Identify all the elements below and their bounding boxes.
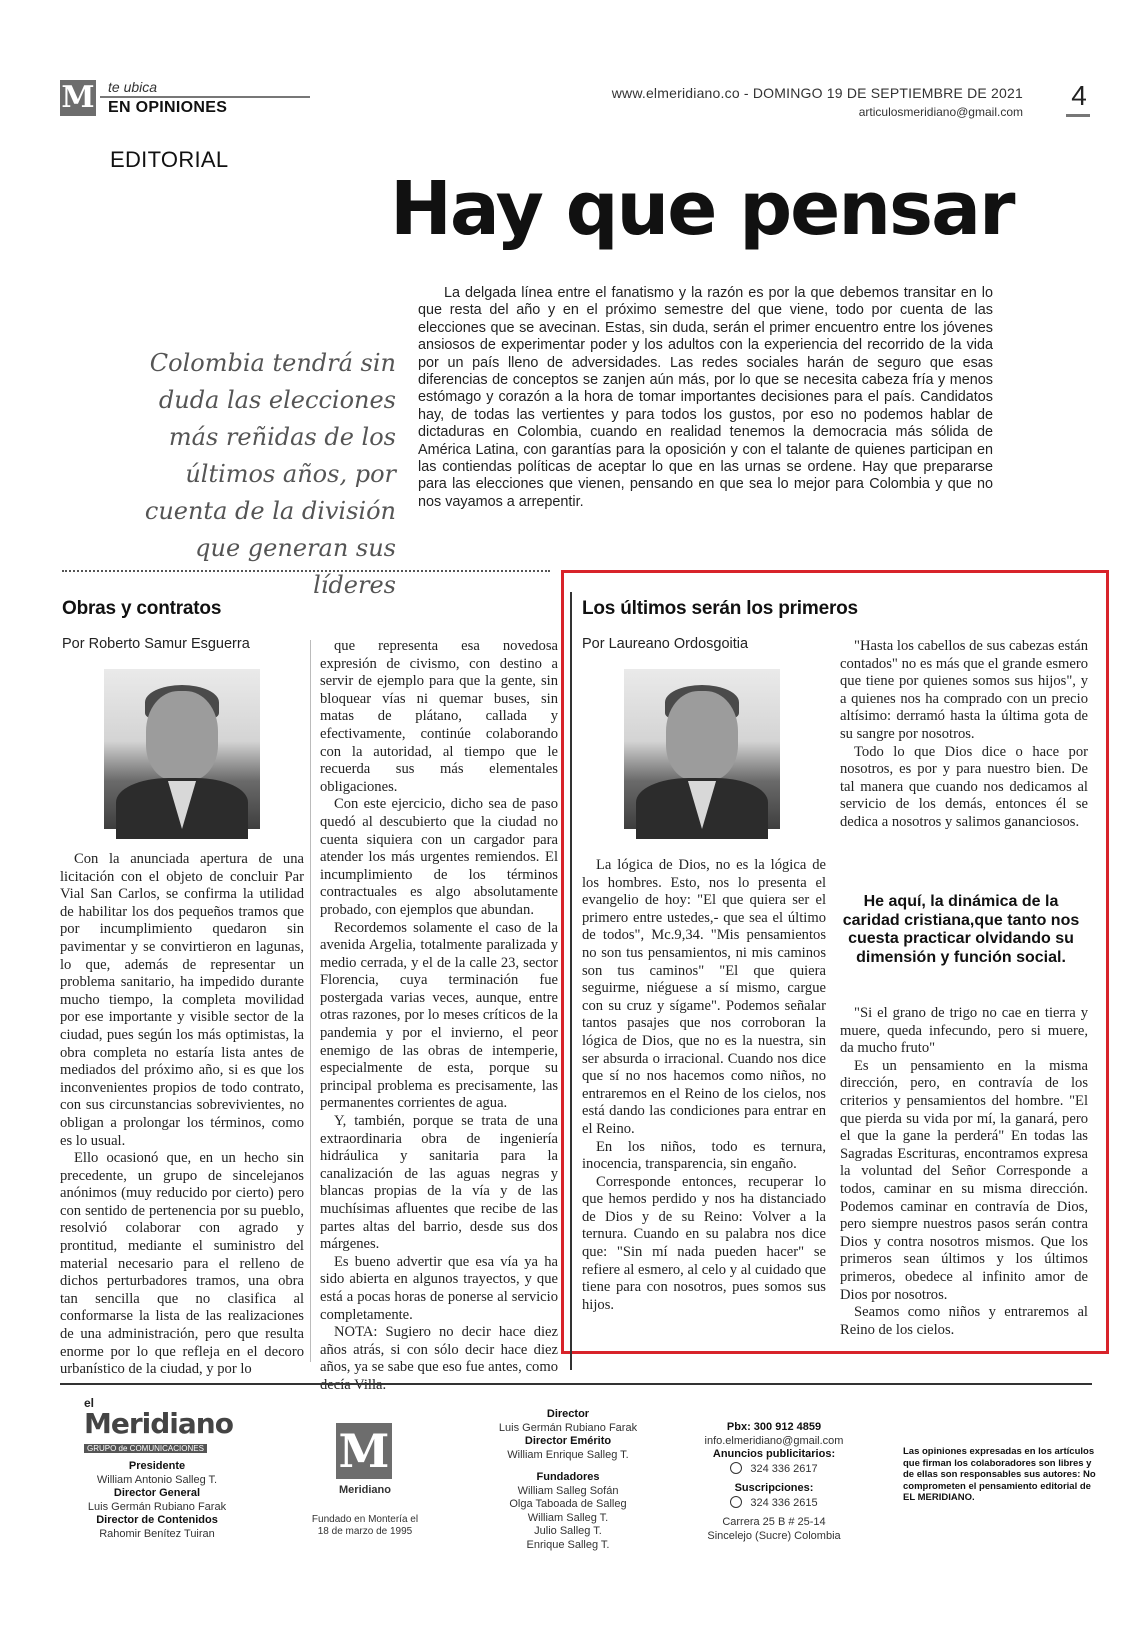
author-photo-ordosgoitia bbox=[624, 669, 780, 829]
paragraph: Es un pensamiento en la misma dirección, pero, en contravía de los criterios y pensamientos del hombre. "El que pierda su vida por mí, la ganará, pero el que la gane la perderá" En todas las Sagradas Escrituras, encontramos expresa la voluntad del Señor Corresponde a todos, caminar en su misma dirección. Podemos caminar en contravía de Dios, pero siempre nuestros pasos serán contra Dios y contra nosotros mismos. Que los primeros sean últimos y los últimos primeros, obedece al infinito amor de Dios por nosotros. bbox=[840, 1057, 1088, 1303]
anuncios-phone: 324 336 2617 bbox=[750, 1462, 818, 1475]
article-title-ultimos: Los últimos serán los primeros bbox=[582, 598, 858, 619]
article-text-ultimos-col2-top bbox=[840, 638, 1088, 872]
meridiano-logo: M bbox=[61, 80, 95, 115]
logo-group: GRUPO de COMUNICACIONES bbox=[84, 1444, 207, 1453]
article-text-obras-col2 bbox=[320, 638, 558, 1376]
editorial-label: EDITORIAL bbox=[110, 147, 229, 172]
director-contenidos-label: Director de Contenidos bbox=[96, 1514, 218, 1526]
director-general-label: Director General bbox=[113, 1487, 201, 1499]
director-contenidos: Rahomir Benítez Tuiran bbox=[99, 1527, 215, 1540]
article-author-obras: Por Roberto Samur Esguerra bbox=[62, 636, 250, 652]
footer-directors bbox=[484, 1408, 652, 1552]
footer-staff bbox=[66, 1460, 248, 1541]
paragraph: Corresponde entonces, recuperar lo que hemos perdido y nos ha distanciado de Dios y de su Reino: Volver a la ternura. Cuando en su palabra nos dice que: "Sin mí nada pueden hacer" se refiere al esmero, al celo y al cuidado que tiene para con nosotros, pues somos sus hijos. bbox=[582, 1173, 826, 1313]
site-and-date: www.elmeridiano.co - DOMINGO 19 DE SEPTIEMBRE DE 2021 bbox=[611, 85, 1023, 101]
paragraph: Todo lo que Dios dice o hace por nosotros, es por y para nuestro bien. De tal manera que cuando nos dedicamos al servicio de los demás, entonces él se dedica a nosotros y salimos gananciosos. bbox=[840, 743, 1088, 830]
director-general: Luis Germán Rubiano Farak bbox=[87, 1500, 227, 1513]
meridiano-m-logo-name: Meridiano bbox=[339, 1484, 391, 1496]
paragraph: Y, también, porque se trata de una extraordinaria obra de ingeniería hidráulica y sanitaria para la canalización de las aguas negras y blancas propias de la vía y de las muchísimas afluentes que recibe de las partes altas del barrio, desde sus dos márgenes. bbox=[320, 1113, 558, 1253]
presidente-label: Presidente bbox=[128, 1460, 186, 1472]
page-number: 4 bbox=[1071, 80, 1087, 111]
article-author-ultimos: Por Laureano Ordosgoitia bbox=[582, 636, 749, 652]
header-email: articulosmeridiano@gmail.com bbox=[858, 105, 1023, 119]
director-emerito: William Enrique Salleg T. bbox=[507, 1448, 629, 1461]
whatsapp-icon bbox=[730, 1462, 742, 1474]
founded-info: Fundado en Montería el 18 de marzo de 1995 bbox=[311, 1514, 419, 1537]
paragraph: Es bueno advertir que esa vía ya ha sido abierta en algunos trayectos, y que está a pocas horas de ponerse al servicio completamente. bbox=[320, 1253, 558, 1323]
paragraph: "Si el grano de trigo no cae en tierra y muere, queda infecundo, pero si muere, da mucho fruto" bbox=[840, 1005, 1088, 1057]
paragraph: Seamos como niños y entraremos al Reino de los cielos. bbox=[840, 1304, 1088, 1338]
suscripciones-label: Suscripciones: bbox=[734, 1482, 814, 1494]
article-left-rule bbox=[570, 592, 572, 1370]
suscripciones-phone: 324 336 2615 bbox=[750, 1496, 818, 1509]
article-title-obras: Obras y contratos bbox=[62, 598, 222, 619]
whatsapp-icon bbox=[730, 1496, 742, 1508]
paragraph: En los niños, todo es ternura, inocencia, transparencia, sin engaño. bbox=[582, 1138, 826, 1173]
footer-rule bbox=[60, 1383, 1092, 1385]
contact-email: info.elmeridiano@gmail.com bbox=[704, 1434, 844, 1447]
fundador: William Salleg T. bbox=[527, 1511, 609, 1524]
pbx: Pbx: 300 912 4859 bbox=[726, 1421, 822, 1433]
meridiano-group-logo bbox=[84, 1396, 234, 1456]
fundador: Julio Salleg T. bbox=[534, 1525, 602, 1537]
director-label: Director bbox=[546, 1408, 590, 1420]
header-meta bbox=[612, 85, 1023, 119]
article-text-obras-col1 bbox=[60, 851, 304, 1378]
footer-disclaimer: Las opiniones expresadas en los artículos que firman los colaboradores son libres y de ellas son responsables sus autores: No comprometen el pensamiento editorial de EL MERIDIANO. bbox=[903, 1446, 1096, 1503]
paragraph: Con este ejercicio, dicho sea de paso quedó al descubierto que la ciudad no cuenta siquiera con un cargador para atender los más urgentes remiendos. El incumplimiento de los términos contractuales es algo absolutamente probado, con ejemplos que abundan. bbox=[320, 796, 558, 918]
editorial-pullquote: Colombia tendrá sin duda las elecciones más reñidas de los últimos años, por cuenta de la división que generan sus líderes bbox=[144, 349, 396, 599]
logo-name: Meridiano bbox=[84, 1407, 233, 1440]
anuncios-label: Anuncios publicitarios: bbox=[712, 1448, 836, 1460]
paragraph: Con la anunciada apertura de una licitación con el objeto de concluir Par Vial San Carlos, se confirma la utilidad de habilitar los dos pequeños tramos que por incumplimiento quedaron sin pavimentar y se convirtieron en lagunas, lo que, además de representar un problema sanitario, ha impedido durante mucho tiempo, la completa movilidad por ese importante y visible sector de la ciudad, pues según los más optimistas, la obra completa no estaría lista antes de mediados del próximo año, si es que los inconvenientes propios de todo contrato, con sus circunstancias sobrevivientes, no obligan a prolongar los términos, como es lo usual. bbox=[60, 851, 304, 1149]
editorial-body: La delgada línea entre el fanatismo y la razón es por la que debemos transitar en lo que resta del año y en el próximo semestre del que viene, todo por cuenta de las elecciones que se avecinan. Estas, sin duda, serán el primer encuentro entre los jóvenes ansiosos de experimentar poder y los adultos con la experiencia del recorrido de la vida por un país lleno de adversidades. Las redes sociales harán de seguro que esas diferencias de conceptos se zanjen aún más, por lo que se necesita cabeza fría y menos estómago y corazón a la hora de tomar importantes decisiones para el país. Candidatos hay, de todas las vertientes y para todos los gustos, por eso no podemos hablar de dictaduras en Colombia, cuando en realidad tenemos la democracia más sólida de América Latina, con garantías para la oposición y con el talante de quienes participan en las contiendas políticas de aceptar lo que en las urnas se ordene. Hay que prepararse para las elecciones que vienen, pensando en que sea lo mejor para Colombia y que no nos vayamos a arrepentir. bbox=[418, 285, 993, 510]
fundador: Olga Taboada de Salleg bbox=[509, 1498, 627, 1510]
paragraph: que representa esa novedosa expresión de civismo, con destino a servir de ejemplo para que la gente, sin bloquear vías ni quemar buses, sin matas de plátano, callada y efectivamente, continúe colaborando con la autoridad, al tiempo que le recuerda sus más elementales obligaciones. bbox=[320, 638, 558, 795]
article-text-ultimos-col1 bbox=[582, 857, 826, 1375]
author-photo-samur bbox=[104, 669, 260, 829]
fundadores-label: Fundadores bbox=[536, 1471, 600, 1483]
article-callout: He aquí, la dinámica de la caridad cristiana,que tanto nos cuesta practicar olvidando su dimensión y función social. bbox=[842, 893, 1080, 966]
fundador: Enrique Salleg T. bbox=[526, 1538, 610, 1551]
section-name: EN OPINIONES bbox=[108, 99, 228, 116]
paragraph: La lógica de Dios, no es la lógica de los hombres. Esto, nos lo presenta el evangelio de hoy: "El que quiera ser el primero entre ustedes,- que sea el último de todos", Mc.9,34. "Mis pensamientos no son tus pensamientos, ni mis caminos son tus caminos" "El que quiera seguirme, niéguese a sí mismo, cargue con su cruz y sígame". Podemos señalar tantos pasajes que nos corroboran la lógica de Dios, que no es la nuestra, sin ser absurda o irracional. Cuando nos dice que sí no nos hacemos como niños, no entraremos en el Reino de los cielos, nos está dando las condiciones para entrar en el Reino. bbox=[582, 857, 826, 1137]
paragraph: Recordemos solamente el caso de la avenida Argelia, totalmente paralizada y medio cerrada, y el de la calle 23, sector Florencia, cuya terminación fue postergada varias veces, aunque, entre otras razones, por lo meses críticos de la pandemia y por el invierno, el peor enemigo de las obras de intemperie, especialmente de esta, porque su principal problema es precisamente, las permanentes corrientes de agua. bbox=[320, 919, 558, 1112]
header-rule bbox=[100, 96, 310, 98]
logo-el: el bbox=[84, 1396, 95, 1410]
section-subtitle: te ubica bbox=[108, 79, 158, 95]
fundador: William Salleg Sofán bbox=[517, 1484, 619, 1497]
column-rule bbox=[310, 640, 311, 1362]
paragraph: NOTA: Sugiero no decir hace diez años atrás, si con sólo decir hace diez años, ya se sabe que eso fue antes, como bbox=[320, 1324, 558, 1376]
article-text-ultimos-col2-bottom bbox=[840, 1005, 1088, 1375]
director-emerito-label: Director Emérito bbox=[524, 1435, 612, 1447]
section-divider bbox=[62, 570, 550, 572]
presidente: William Antonio Salleg T. bbox=[96, 1473, 218, 1486]
address-line2: Sincelejo (Sucre) Colombia bbox=[707, 1529, 841, 1542]
page-number-underline bbox=[1066, 114, 1090, 117]
meridiano-m-logo: M bbox=[336, 1423, 392, 1479]
footer-contact bbox=[690, 1421, 858, 1543]
paragraph: "Hasta los cabellos de sus cabezas están contados" no es más que el grande esmero que tiene por quienes somos sus hijos", y a quienes nos ha comprado con un precio altísimo: derramó hasta la última gota de su sangre por nosotros. bbox=[840, 638, 1088, 742]
paragraph: Ello ocasionó que, en un hecho sin precedente, un grupo de sincelejanos anónimos (muy reducido por cierto) pero con sentido de pertenencia por su pueblo, resolvió colaborar con agrado y prontitud, mediante el suministro del material necesario para el relleno de dichos perturbadores tramos, una obra tan sencilla que no clasifica al conformarse la lista de las realizaciones de una administración, pero que resulta enorme por lo que refleja en el decoro urbanístico de la ciudad, y por lo bbox=[60, 1150, 304, 1378]
director: Luis Germán Rubiano Farak bbox=[498, 1421, 638, 1434]
address-line1: Carrera 25 B # 25-14 bbox=[722, 1516, 826, 1528]
editorial-title: Hay que pensar bbox=[390, 166, 1014, 252]
